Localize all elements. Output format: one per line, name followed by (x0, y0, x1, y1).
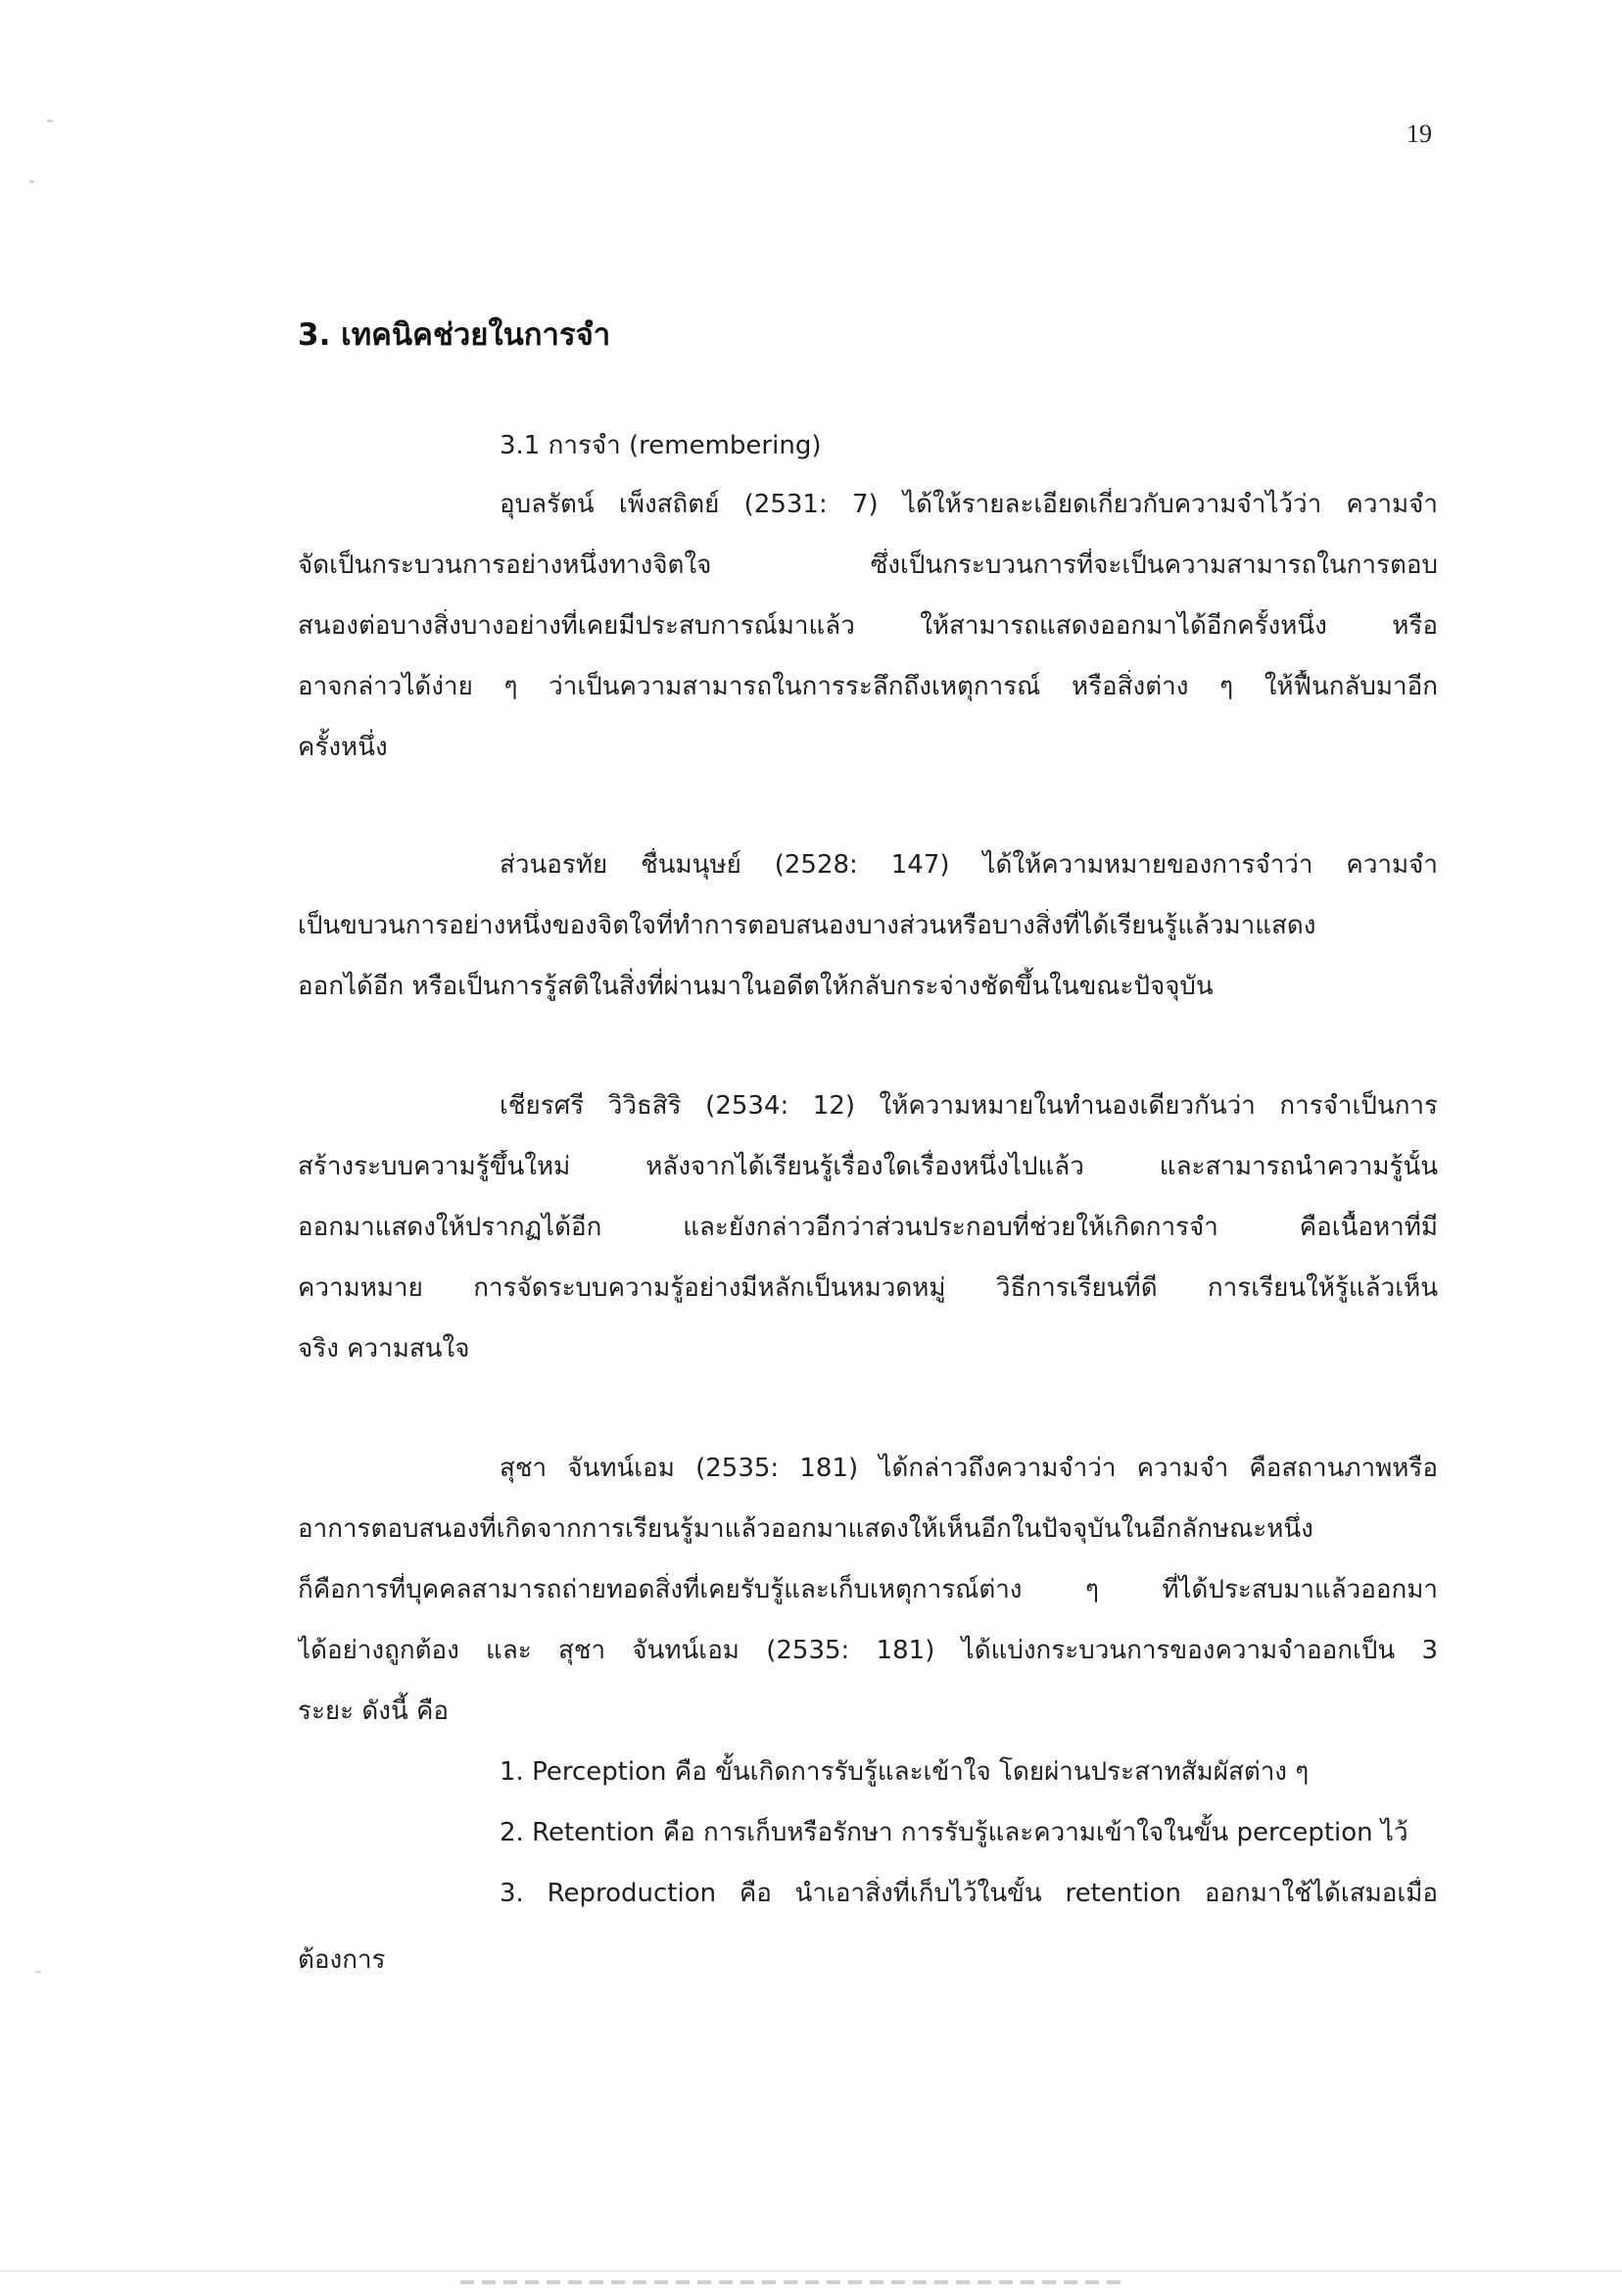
page-number: 19 (1407, 120, 1432, 148)
paragraph-4-line-1: สุชา จันทน์เอม (2535: 181) ได้กล่าวถึงความจำว่า ความจำ คือสถานภาพหรือ (500, 1454, 1438, 1483)
paragraph-1-line-5: ครั้งหนึ่ง (298, 733, 388, 762)
scan-bleed-through (460, 2280, 1126, 2284)
paragraph-3-line-4: ความหมาย การจัดระบบความรู้อย่างมีหลักเป็นหมวดหมู่ วิธีการเรียนที่ดี การเรียนให้รู้แล้วเห็น (298, 1273, 1438, 1303)
paragraph-3-line-3: ออกมาแสดงให้ปรากฏได้อีก และยังกล่าวอีกว่าส่วนประกอบที่ช่วยให้เกิดการจำ คือเนื้อหาที่มี (298, 1213, 1438, 1242)
scan-bottom-edge (0, 2271, 1622, 2272)
paragraph-1-line-4: อาจกล่าวได้ง่าย ๆ ว่าเป็นความสามารถในการระลึกถึงเหตุการณ์ หรือสิ่งต่าง ๆ ให้ฟื้นกลับมาอีก (298, 672, 1438, 701)
scan-speck (47, 120, 53, 122)
subsection-heading: 3.1 การจำ (remembering) (500, 431, 822, 460)
paragraph-3-line-2: สร้างระบบความรู้ขึ้นใหม่ หลังจากได้เรียนรู้เรื่องใดเรื่องหนึ่งไปแล้ว และสามารถนำความรู้นั้น (298, 1152, 1438, 1181)
paragraph-3-line-1: เชียรศรี วิวิธสิริ (2534: 12) ให้ความหมายในทำนองเดียวกันว่า การจำเป็นการ (500, 1091, 1438, 1121)
paragraph-1-line-2: จัดเป็นกระบวนการอย่างหนึ่งทางจิตใจ ซึ่งเป็นกระบวนการที่จะเป็นความสามารถในการตอบ (298, 550, 1438, 580)
list-item-2: 2. Retention คือ การเก็บหรือรักษา การรับรู้และความเข้าใจในขั้น perception ไว้ (500, 1818, 1408, 1847)
paragraph-3-line-5: จริง ความสนใจ (298, 1334, 470, 1363)
paragraph-1-line-3: สนองต่อบางสิ่งบางอย่างที่เคยมีประสบการณ์มาแล้ว ให้สามารถแสดงออกมาได้อีกครั้งหนึ่ง หรือ (298, 611, 1438, 641)
paragraph-4-line-5: ระยะ ดังนี้ คือ (298, 1697, 450, 1726)
list-item-1: 1. Perception คือ ขั้นเกิดการรับรู้และเข้าใจ โดยผ่านประสาทสัมผัสต่าง ๆ (500, 1757, 1310, 1787)
paragraph-2-line-3: ออกได้อีก หรือเป็นการรู้สติในสิ่งที่ผ่านมาในอดีตให้กลับกระจ่างชัดขึ้นในขณะปัจจุบัน (298, 972, 1214, 1001)
section-heading: 3. เทคนิคช่วยในการจำ (298, 317, 611, 353)
paragraph-2-line-2: เป็นขบวนการอย่างหนึ่งของจิตใจที่ทำการตอบสนองบางส่วนหรือบางสิ่งที่ได้เรียนรู้แล้วมาแสดง (298, 911, 1316, 940)
paragraph-4-line-2: อาการตอบสนองที่เกิดจากการเรียนรู้มาแล้วออกมาแสดงให้เห็นอีกในปัจจุบันในอีกลักษณะหนึ่ง (298, 1514, 1313, 1544)
paragraph-2-line-1: ส่วนอรทัย ชื่นมนุษย์ (2528: 147) ได้ให้ความหมายของการจำว่า ความจำ (500, 850, 1438, 880)
scan-speck (29, 180, 34, 183)
paragraph-1-line-1: อุบลรัตน์ เพ็งสถิตย์ (2531: 7) ได้ให้รายละเอียดเกี่ยวกับความจำไว้ว่า ความจำ (500, 490, 1438, 519)
paragraph-4-line-3: ก็คือการที่บุคคลสามารถถ่ายทอดสิ่งที่เคยรับรู้และเก็บเหตุการณ์ต่าง ๆ ที่ได้ประสบมาแล้วออกมา (298, 1575, 1438, 1604)
paragraph-4-line-4: ได้อย่างถูกต้อง และ สุชา จันทน์เอม (2535: 181) ได้แบ่งกระบวนการของความจำออกเป็น 3 (298, 1636, 1438, 1665)
scan-speck (35, 1971, 41, 1973)
list-item-3-continuation: ต้องการ (298, 1945, 386, 1975)
list-item-3: 3. Reproduction คือ นำเอาสิ่งที่เก็บไว้ในขั้น retention ออกมาใช้ได้เสมอเมื่อ (500, 1879, 1438, 1908)
